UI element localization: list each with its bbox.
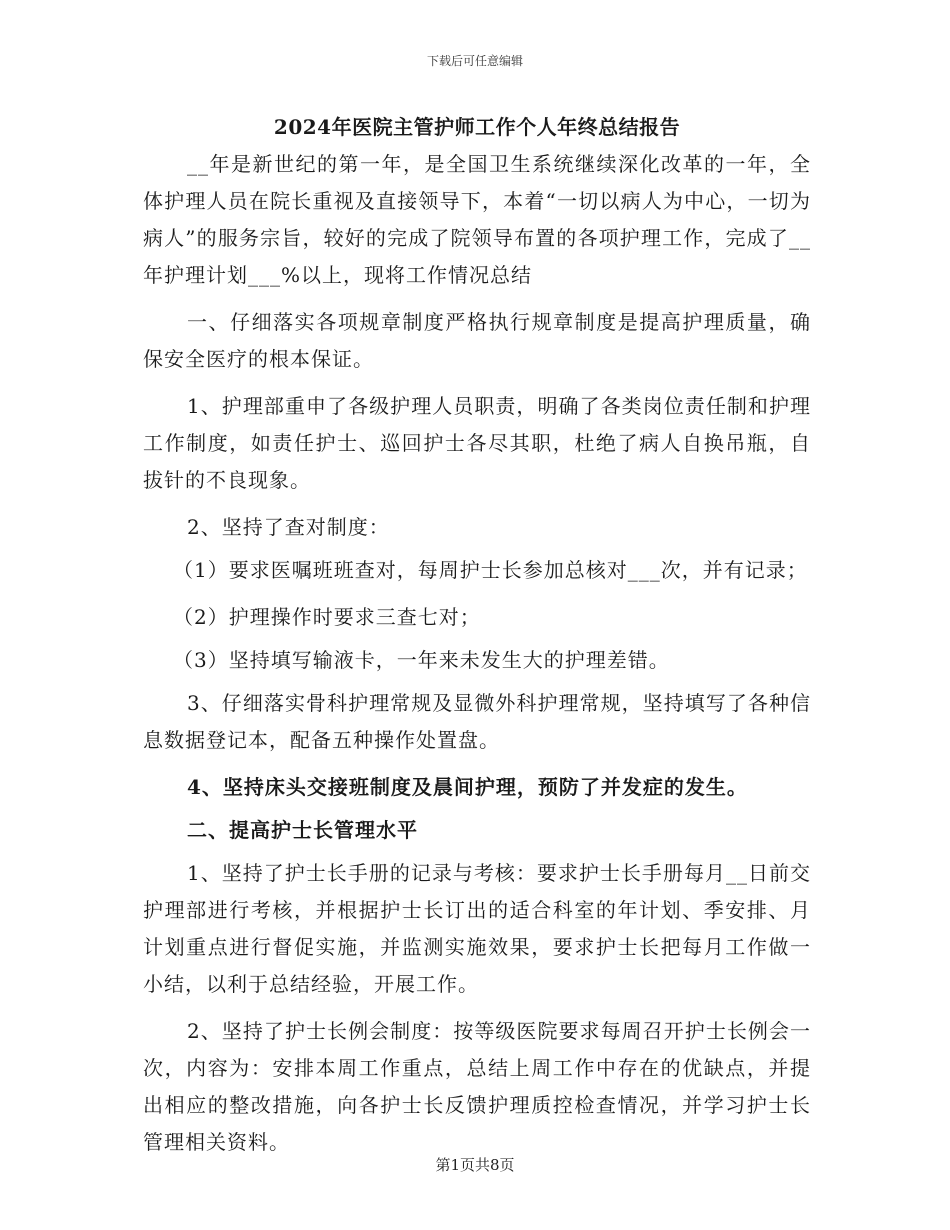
document-body: [143, 108, 811, 1171]
paragraph-item-2-2: 2、坚持了护士长例会制度：按等级医院要求每周召开护士长例会一次，内容为：安排本周工作重点，总结上周工作中存在的优缺点，并提出相应的整改措施，向各护士长反馈护理质控检查情况，并学习护士长管理相关资料。: [143, 1019, 811, 1154]
section-heading-1: 一、仔细落实各项规章制度严格执行规章制度是提高护理质量，确保安全医疗的根本保证。: [143, 310, 811, 371]
page-header: 下载后可任意编辑: [426, 54, 523, 68]
paragraph-intro: __年是新世纪的第一年，是全国卫生系统继续深化改革的一年，全体护理人员在院长重视及直接领导下，本着“一切以病人为中心，一切为病人”的服务宗旨，较好的完成了院领导布置的各项护理工作，完成了__年护理计划___%以上，现将工作情况总结: [143, 152, 811, 287]
paragraph-item-1-1: 1、护理部重申了各级护理人员职责，明确了各类岗位责任制和护理工作制度，如责任护士、巡回护士各尽其职，杜绝了病人自换吊瓶，自拔针的不良现象。: [143, 394, 811, 492]
paragraph-item-2-1: 1、坚持了护士长手册的记录与考核：要求护士长手册每月__日前交护理部进行考核，并根据护士长订出的适合科室的年计划、季安排、月计划重点进行督促实施，并监测实施效果，要求护士长把每月工作做一小结，以利于总结经验，开展工作。: [143, 861, 811, 996]
paragraph-item-1-2: 2、坚持了查对制度：: [187, 515, 390, 539]
section-heading-2: 二、提高护士长管理水平: [187, 818, 418, 842]
paragraph-item-1-3: 3、仔细落实骨科护理常规及显微外科护理常规，坚持填写了各种信息数据登记本，配备五种操作处置盘。: [143, 691, 811, 752]
page-footer: 第1页共8页: [435, 1156, 515, 1174]
document-title: 2024年医院主管护师工作个人年终总结报告: [273, 115, 681, 139]
paragraph-subitem-3: （3）坚持填写输液卡，一年来未发生大的护理差错。: [173, 648, 670, 672]
paragraph-subitem-2: （2）护理操作时要求三查七对；: [173, 605, 481, 629]
paragraph-subitem-1: （1）要求医嘱班班查对，每周护士长参加总核对___次，并有记录；: [173, 558, 808, 582]
paragraph-item-1-4: 4、坚持床头交接班制度及晨间护理，预防了并发症的发生。: [187, 775, 748, 799]
